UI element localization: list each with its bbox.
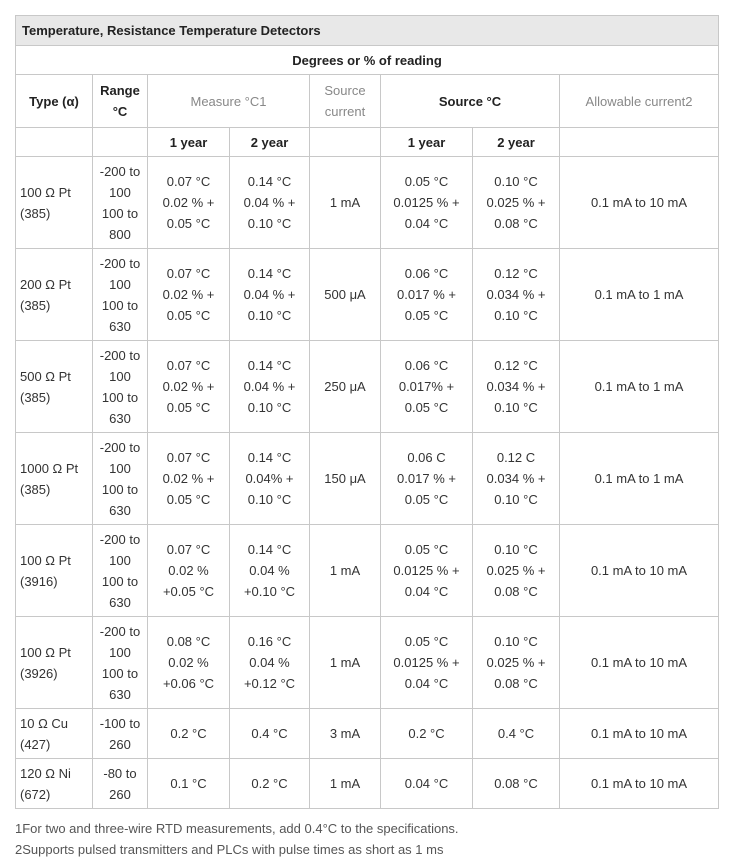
- cell-range: [93, 709, 148, 759]
- cell-measure-2-year-line: 0.04 %: [249, 563, 290, 578]
- cell-measure-2-year-line: 0.4 °C: [251, 726, 288, 741]
- cell-measure-2-year-line: 0.14 °C: [247, 450, 292, 465]
- cell-range-line: 100: [109, 276, 131, 292]
- cell-type: [16, 525, 93, 617]
- cell-source-1-year-line: 0.05 °C: [404, 492, 449, 507]
- cell-range: [93, 249, 148, 341]
- cell-type-line: 100 Ω Pt: [20, 644, 71, 660]
- cell-source-2-year: [473, 759, 560, 809]
- cell-measure-1-year-line: 0.07 °C: [166, 542, 211, 557]
- cell-measure-1-year-line: +0.06 °C: [162, 676, 215, 691]
- cell-type-line: (385): [20, 297, 51, 313]
- header-range: Range °C: [93, 75, 148, 128]
- cell-allowable-current: 0.1 mA to 10 mA: [560, 617, 719, 709]
- cell-measure-1-year-line: 0.02 % +: [162, 471, 215, 486]
- cell-source-1-year-line: 0.05 °C: [404, 542, 449, 557]
- cell-source-2-year-line: 0.025 % +: [486, 195, 546, 210]
- cell-source-1-year-line: 0.06 C: [407, 450, 446, 465]
- cell-measure-2-year-line: 0.04 %: [249, 655, 290, 670]
- cell-type-line: 500 Ω Pt: [20, 368, 71, 384]
- header-measure: Measure °C1: [148, 75, 310, 128]
- cell-source-1-year-line: 0.017% +: [398, 379, 455, 394]
- cell-measure-1-year-line: 0.07 °C: [166, 358, 211, 373]
- cell-measure-2-year-line: 0.10 °C: [247, 216, 292, 231]
- cell-source-1-year-line: 0.017 % +: [397, 287, 456, 302]
- cell-source-2-year-line: 0.025 % +: [486, 655, 546, 670]
- cell-type: [16, 249, 93, 341]
- cell-source-2-year: [473, 709, 560, 759]
- cell-measure-2-year-line: +0.12 °C: [243, 676, 296, 691]
- table-row: [16, 157, 719, 249]
- cell-source-1-year: [381, 759, 473, 809]
- subheader-row: [16, 128, 719, 157]
- cell-source-2-year-line: 0.4 °C: [497, 726, 535, 741]
- cell-measure-1-year-line: 0.02 %: [168, 563, 209, 578]
- cell-measure-2-year-line: 0.04 % +: [243, 287, 296, 302]
- subheader-source-2-year: 2 year: [473, 128, 560, 157]
- cell-type: [16, 341, 93, 433]
- header-source: Source °C: [381, 75, 560, 128]
- cell-measure-2-year-line: 0.14 °C: [247, 266, 292, 281]
- cell-source-current: 1 mA: [310, 157, 381, 249]
- cell-range-line: 260: [109, 736, 131, 752]
- cell-range-line: -200 to: [99, 531, 141, 547]
- cell-type: [16, 157, 93, 249]
- cell-source-current: 1 mA: [310, 617, 381, 709]
- cell-range-line: 100: [109, 552, 131, 568]
- cell-source-2-year-line: 0.10 °C: [494, 634, 538, 649]
- cell-measure-1-year: [148, 433, 230, 525]
- cell-measure-2-year: [230, 249, 310, 341]
- cell-type: [16, 617, 93, 709]
- cell-source-2-year: [473, 525, 560, 617]
- cell-allowable-current: 0.1 mA to 10 mA: [560, 157, 719, 249]
- cell-measure-2-year: [230, 341, 310, 433]
- cell-range-line: -200 to: [99, 347, 141, 363]
- cell-source-2-year-line: 0.034 % +: [486, 379, 546, 394]
- cell-range-line: 100 to: [101, 481, 139, 497]
- cell-range-line: 100: [109, 368, 131, 384]
- cell-type: [16, 709, 93, 759]
- cell-source-2-year-line: 0.10 °C: [494, 174, 538, 189]
- cell-measure-1-year-line: 0.2 °C: [170, 726, 207, 741]
- cell-source-2-year-line: 0.10 °C: [494, 400, 538, 415]
- cell-measure-2-year: [230, 617, 310, 709]
- cell-measure-1-year-line: 0.02 %: [168, 655, 209, 670]
- cell-type-line: 100 Ω Pt: [20, 552, 71, 568]
- cell-measure-1-year: [148, 249, 230, 341]
- cell-source-2-year: [473, 617, 560, 709]
- cell-measure-1-year: [148, 617, 230, 709]
- rtd-spec-table: [15, 15, 719, 809]
- cell-source-1-year: [381, 525, 473, 617]
- cell-allowable-current: 0.1 mA to 1 mA: [560, 433, 719, 525]
- subheader-empty: [310, 128, 381, 157]
- cell-measure-1-year-line: 0.05 °C: [166, 308, 211, 323]
- cell-source-1-year-line: 0.06 °C: [404, 358, 449, 373]
- cell-source-2-year: [473, 157, 560, 249]
- cell-measure-2-year: [230, 709, 310, 759]
- cell-source-current: 250 μA: [310, 341, 381, 433]
- cell-measure-2-year-line: 0.10 °C: [247, 492, 292, 507]
- table-row: [16, 709, 719, 759]
- subheader-source-1-year: 1 year: [381, 128, 473, 157]
- cell-source-1-year-line: 0.04 °C: [404, 776, 449, 791]
- header-source-current: Source current: [310, 75, 381, 128]
- cell-measure-1-year-line: 0.02 % +: [162, 379, 215, 394]
- subheader-empty: [16, 128, 93, 157]
- cell-source-1-year: [381, 341, 473, 433]
- cell-measure-1-year-line: 0.1 °C: [170, 776, 207, 791]
- cell-source-current: 1 mA: [310, 759, 381, 809]
- cell-source-current: 1 mA: [310, 525, 381, 617]
- cell-type-line: (427): [20, 736, 51, 752]
- cell-type-line: 100 Ω Pt: [20, 184, 71, 200]
- cell-range-line: 630: [109, 502, 131, 518]
- cell-range-line: -200 to: [99, 623, 141, 639]
- cell-range-line: 100 to: [101, 205, 139, 221]
- cell-source-1-year-line: 0.2 °C: [408, 726, 445, 741]
- cell-source-2-year-line: 0.08 °C: [494, 584, 538, 599]
- cell-measure-1-year: [148, 709, 230, 759]
- cell-measure-1-year-line: 0.05 °C: [166, 492, 211, 507]
- cell-measure-1-year-line: 0.05 °C: [166, 216, 211, 231]
- cell-range-line: -200 to: [99, 163, 141, 179]
- cell-source-1-year-line: 0.06 °C: [404, 266, 449, 281]
- subheader-measure-2-year: 2 year: [230, 128, 310, 157]
- cell-range-line: 630: [109, 318, 131, 334]
- cell-source-1-year-line: 0.0125 % +: [393, 655, 460, 670]
- cell-range-line: 260: [109, 786, 131, 802]
- cell-source-2-year-line: 0.08 °C: [494, 216, 538, 231]
- cell-source-2-year-line: 0.12 °C: [494, 266, 538, 281]
- cell-range: [93, 525, 148, 617]
- cell-source-1-year-line: 0.0125 % +: [393, 563, 460, 578]
- cell-source-1-year-line: 0.05 °C: [404, 308, 449, 323]
- cell-measure-2-year-line: 0.14 °C: [247, 358, 292, 373]
- cell-source-current: 3 mA: [310, 709, 381, 759]
- column-header-row: [16, 75, 719, 128]
- cell-source-2-year-line: 0.08 °C: [494, 776, 538, 791]
- cell-measure-2-year: [230, 433, 310, 525]
- header-type: Type (α): [16, 75, 93, 128]
- cell-measure-2-year-line: 0.04 % +: [243, 195, 296, 210]
- cell-range-line: 100: [109, 460, 131, 476]
- cell-measure-1-year: [148, 157, 230, 249]
- table-title-row: [16, 16, 719, 46]
- cell-measure-1-year-line: 0.08 °C: [166, 634, 211, 649]
- footnote-2: 2Supports pulsed transmitters and PLCs with pulse times as short as 1 ms: [15, 842, 444, 857]
- cell-source-2-year: [473, 341, 560, 433]
- footnote-1: 1For two and three-wire RTD measurements, add 0.4°C to the specifications.: [15, 821, 459, 836]
- group-header-row: [16, 46, 719, 75]
- cell-measure-2-year-line: 0.10 °C: [247, 400, 292, 415]
- cell-source-1-year-line: 0.05 °C: [404, 174, 449, 189]
- cell-source-1-year: [381, 433, 473, 525]
- cell-source-2-year-line: 0.08 °C: [494, 676, 538, 691]
- cell-range-line: 100 to: [101, 297, 139, 313]
- cell-measure-1-year: [148, 759, 230, 809]
- subheader-empty: [93, 128, 148, 157]
- cell-source-2-year: [473, 433, 560, 525]
- cell-type-line: 1000 Ω Pt: [20, 460, 79, 476]
- cell-range-line: 100 to: [101, 573, 139, 589]
- cell-source-2-year-line: 0.034 % +: [486, 471, 546, 486]
- cell-source-current: 150 μA: [310, 433, 381, 525]
- cell-source-1-year: [381, 617, 473, 709]
- cell-type-line: (3926): [20, 665, 58, 681]
- cell-range-line: 100 to: [101, 665, 139, 681]
- cell-source-1-year-line: 0.017 % +: [397, 471, 456, 486]
- cell-measure-1-year-line: 0.05 °C: [166, 400, 211, 415]
- table-row: [16, 433, 719, 525]
- cell-type-line: (385): [20, 205, 51, 221]
- cell-range: [93, 617, 148, 709]
- cell-type-line: 120 Ω Ni: [20, 765, 71, 781]
- cell-source-2-year-line: 0.025 % +: [486, 563, 546, 578]
- cell-range-line: -200 to: [99, 439, 141, 455]
- cell-allowable-current: 0.1 mA to 1 mA: [560, 341, 719, 433]
- cell-range-line: 800: [109, 226, 131, 242]
- subheader-measure-1-year: 1 year: [148, 128, 230, 157]
- cell-range: [93, 759, 148, 809]
- cell-source-1-year-line: 0.04 °C: [404, 216, 449, 231]
- table-title: Temperature, Resistance Temperature Detectors: [16, 16, 719, 46]
- cell-measure-2-year-line: 0.10 °C: [247, 308, 292, 323]
- group-header: Degrees or % of reading: [16, 46, 719, 75]
- cell-source-2-year-line: 0.10 °C: [494, 308, 538, 323]
- cell-type-line: 10 Ω Cu: [20, 715, 69, 731]
- cell-measure-2-year-line: 0.2 °C: [251, 776, 288, 791]
- cell-range-line: 630: [109, 410, 131, 426]
- cell-measure-2-year-line: 0.16 °C: [247, 634, 292, 649]
- cell-source-2-year-line: 0.12 °C: [494, 358, 538, 373]
- cell-source-1-year-line: 0.04 °C: [404, 584, 449, 599]
- cell-type-line: (385): [20, 389, 51, 405]
- cell-measure-2-year: [230, 525, 310, 617]
- cell-measure-1-year-line: 0.07 °C: [166, 266, 211, 281]
- cell-type: [16, 759, 93, 809]
- cell-measure-1-year-line: 0.07 °C: [166, 450, 211, 465]
- cell-measure-2-year: [230, 157, 310, 249]
- cell-source-1-year: [381, 249, 473, 341]
- cell-source-current: 500 μA: [310, 249, 381, 341]
- cell-type-line: (672): [20, 786, 51, 802]
- cell-source-1-year-line: 0.0125 % +: [393, 195, 460, 210]
- cell-range-line: 100 to: [101, 389, 139, 405]
- cell-allowable-current: 0.1 mA to 1 mA: [560, 249, 719, 341]
- cell-range: [93, 341, 148, 433]
- cell-allowable-current: 0.1 mA to 10 mA: [560, 759, 719, 809]
- cell-source-2-year-line: 0.12 C: [496, 450, 536, 465]
- cell-source-2-year: [473, 249, 560, 341]
- cell-source-1-year-line: 0.05 °C: [404, 634, 449, 649]
- cell-measure-2-year-line: 0.04 % +: [243, 379, 296, 394]
- cell-range: [93, 157, 148, 249]
- cell-measure-2-year-line: 0.04% +: [245, 471, 294, 486]
- cell-measure-1-year: [148, 341, 230, 433]
- table-row: [16, 249, 719, 341]
- cell-source-2-year-line: 0.034 % +: [486, 287, 546, 302]
- cell-allowable-current: 0.1 mA to 10 mA: [560, 525, 719, 617]
- cell-range-line: -200 to: [99, 255, 141, 271]
- cell-source-2-year-line: 0.10 °C: [494, 542, 538, 557]
- table-row: [16, 759, 719, 809]
- cell-measure-1-year-line: +0.05 °C: [162, 584, 215, 599]
- cell-source-1-year: [381, 709, 473, 759]
- cell-measure-1-year: [148, 525, 230, 617]
- cell-type: [16, 433, 93, 525]
- cell-measure-1-year-line: 0.02 % +: [162, 287, 215, 302]
- cell-measure-2-year-line: 0.14 °C: [247, 542, 292, 557]
- cell-range-line: 630: [109, 686, 131, 702]
- cell-range: [93, 433, 148, 525]
- cell-allowable-current: 0.1 mA to 10 mA: [560, 709, 719, 759]
- subheader-empty: [560, 128, 719, 157]
- table-row: [16, 525, 719, 617]
- cell-type-line: 200 Ω Pt: [20, 276, 71, 292]
- cell-type-line: (385): [20, 481, 51, 497]
- header-allowable-current: Allowable current2: [560, 75, 719, 128]
- cell-type-line: (3916): [20, 573, 58, 589]
- cell-range-line: -80 to: [103, 765, 137, 781]
- cell-range-line: 630: [109, 594, 131, 610]
- table-row: [16, 341, 719, 433]
- cell-measure-1-year-line: 0.07 °C: [166, 174, 211, 189]
- table-row: [16, 617, 719, 709]
- cell-range-line: 100: [109, 644, 131, 660]
- cell-measure-2-year: [230, 759, 310, 809]
- cell-source-2-year-line: 0.10 °C: [494, 492, 538, 507]
- cell-range-line: -100 to: [99, 715, 141, 731]
- cell-measure-2-year-line: 0.14 °C: [247, 174, 292, 189]
- cell-range-line: 100: [109, 184, 131, 200]
- cell-source-1-year-line: 0.05 °C: [404, 400, 449, 415]
- cell-measure-2-year-line: +0.10 °C: [243, 584, 296, 599]
- cell-source-1-year-line: 0.04 °C: [404, 676, 449, 691]
- cell-source-1-year: [381, 157, 473, 249]
- cell-measure-1-year-line: 0.02 % +: [162, 195, 215, 210]
